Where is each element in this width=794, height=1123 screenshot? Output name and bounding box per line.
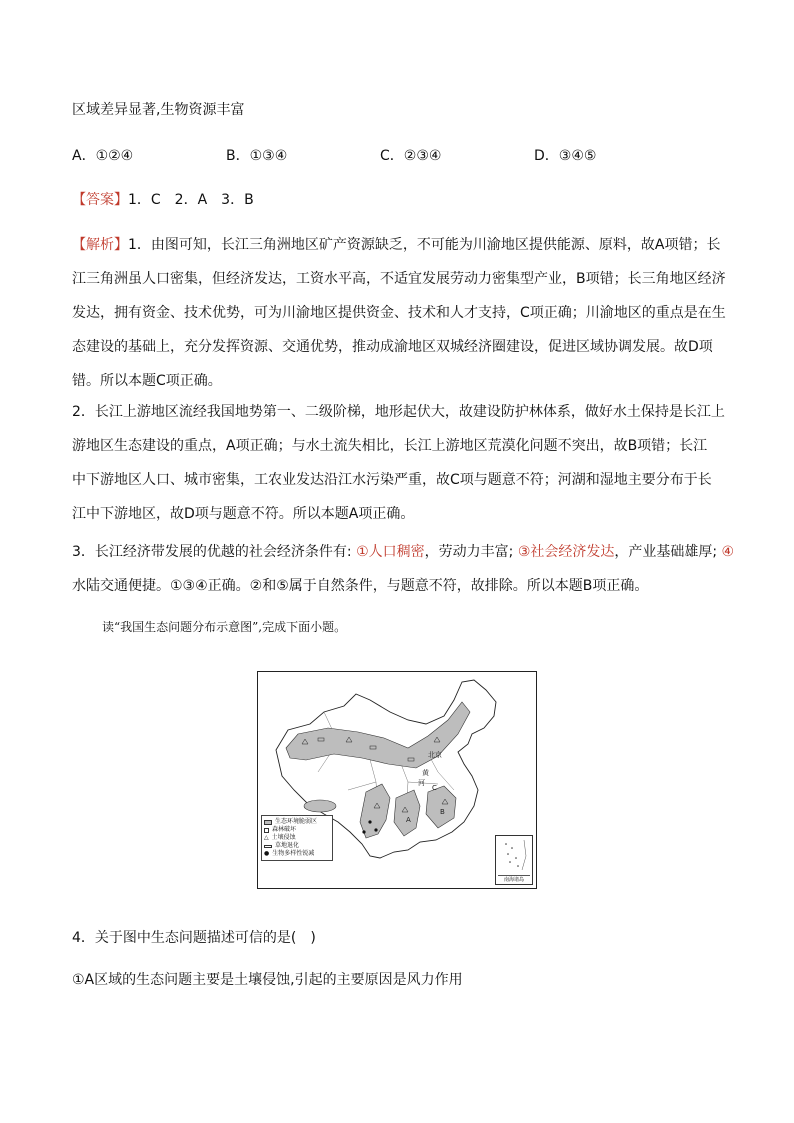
label-huang: 黄 [422,769,429,777]
legend-label: 草地退化 [275,842,300,849]
analysis-row-text: 1．由图可知，长江三角洲地区矿产资源缺乏，不可能为川渝地区提供能源、原料，故A项错；长 [128,237,721,253]
legend-label: 生物多样性锐减 [272,850,315,857]
top-text-line: 区域差异显著,生物资源丰富 [72,102,245,118]
legend-item [264,834,330,842]
p3-highlight-2: ③社会经济发达 [517,544,615,560]
analysis-row: 发达，拥有资金、技术优势，可为川渝地区提供资金、技术和人才支持，C项正确；川渝地区的重点是在生 [72,305,726,321]
legend-label: 土壤侵蚀 [271,834,296,841]
analysis-row: 错。所以本题C项正确。 [72,373,222,389]
inset-label: 南海诸岛 [498,875,530,883]
label-he: 河 [418,779,425,787]
option-c: C．②③④ [380,148,442,164]
analysis-row: 水陆交通便捷。①③④正确。②和⑤属于自然条件，与题意不符，故排除。所以本题B项正确。 [72,578,649,594]
analysis-paragraph-2 [72,395,725,531]
fragile-zone-west [304,800,336,812]
legend-item [264,826,330,834]
legend-item [264,850,330,858]
label-region-b: B [440,808,445,816]
china-eco-map [257,671,537,889]
p3-highlight-1: ①人口稠密 [356,544,425,560]
answer-tag: 【答案】 [72,192,128,208]
legend-swatch [264,828,269,833]
answer-line [72,190,254,210]
legend-label: 生态环境脆弱区 [275,818,318,825]
question-4-stem: 4．关于图中生态问题描述可信的是( ) [72,930,316,946]
p3-prefix: 3．长江经济带发展的优越的社会经济条件有: [72,544,357,560]
label-region-a: A [406,816,411,824]
legend-item [264,818,330,826]
label-region-c: C [432,784,437,792]
legend-dot-icon: ● [264,850,270,857]
map-caption: 读“我国生态问题分布示意图”,完成下面小题。 [102,620,347,634]
analysis-row: 江中下游地区，故D项与题意不符。所以本题A项正确。 [72,506,415,522]
option-d: D．③④⑤ [534,148,597,164]
analysis-tag: 【解析】 [72,237,128,253]
analysis-row: 态建设的基础上，充分发挥资源、交通优势，推动成渝地区双城经济圈建设，促进区域协调发展。故D项 [72,339,713,355]
p3-mid-1: ，劳动力丰富; [424,544,518,560]
legend-triangle-icon: △ [264,834,269,841]
p3-mid-2: ，产业基础雄厚; [614,544,722,560]
analysis-row [72,535,735,569]
analysis-row: 游地区生态建设的重点，A项正确；与水土流失相比，长江上游地区荒漠化问题不突出，故B项错；长江 [72,438,708,454]
analysis-row: 2．长江上游地区流经我国地势第一、二级阶梯，地形起伏大，故建设防护林体系，做好水土保持是长江上 [72,404,725,420]
south-china-sea-inset [495,835,533,885]
analysis-paragraph-1 [72,228,726,398]
analysis-row [72,228,722,262]
legend-item [264,842,330,850]
analysis-row: 江三角洲虽人口密集，但经济发达，工资水平高，不适宜发展劳动力密集型产业，B项错；长三角地区经济 [72,271,726,287]
answer-text: 1．C 2．A 3．B [128,192,254,208]
analysis-paragraph-3 [72,535,735,603]
option-a: A．①②④ [72,148,134,164]
map-legend [261,815,333,861]
question-4-item-1: ①A区域的生态问题主要是土壤侵蚀,引起的主要原因是风力作用 [72,972,463,988]
legend-swatch [264,845,272,848]
inset-islands-svg [496,836,530,874]
legend-label: 森林破坏 [272,826,297,833]
p3-highlight-3: ④ [721,544,735,560]
legend-swatch [264,820,272,825]
option-b: B．①③④ [226,148,288,164]
label-beijing: 北京 [428,751,442,759]
analysis-row: 中下游地区人口、城市密集，工农业发达沿江水污染严重，故C项与题意不符；河湖和湿地主要分布于长 [72,472,712,488]
